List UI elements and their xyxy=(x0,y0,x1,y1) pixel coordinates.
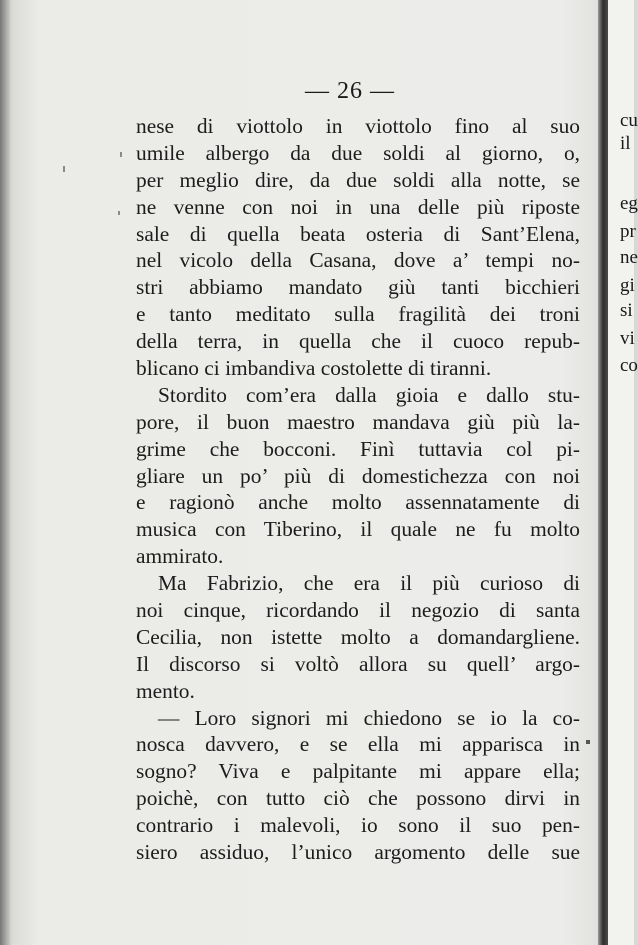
text-line: nel vicolo della Casana, dove a’ tempi no- xyxy=(136,248,580,273)
scan-speck xyxy=(586,740,590,744)
scan-speck xyxy=(120,152,122,157)
facing-page-strip xyxy=(608,0,638,945)
text-line: della terra, in quella che il cuoco repub- xyxy=(136,329,580,354)
text-line: ammirato. xyxy=(136,544,224,569)
text-line: e ragionò anche molto assennatamente di xyxy=(136,490,580,515)
facing-page-fragment: eg xyxy=(620,193,638,214)
text-line: Il discorso si voltò allora su quell’ argo- xyxy=(136,651,580,676)
text-line: ne venne con noi in una delle più riposte xyxy=(136,194,580,219)
text-line: umile albergo da due soldi al giorno, o, xyxy=(136,140,580,165)
text-line: sogno? Viva e palpitante mi appare ella; xyxy=(136,759,580,784)
text-line: pore, il buon maestro mandava giù più la- xyxy=(136,409,580,434)
text-line: poichè, con tutto ciò che possono dirvi in xyxy=(136,786,580,811)
facing-page-fragment: pr xyxy=(620,221,636,242)
text-line: Cecilia, non istette molto a domandargliene. xyxy=(136,624,580,649)
facing-page-fragment: cu xyxy=(620,110,638,131)
text-line: siero assiduo, l’unico argomento delle sue xyxy=(136,840,580,865)
text-line: nese di viottolo in viottolo fino al suo xyxy=(136,114,580,138)
text-line: stri abbiamo mandato giù tanti bicchieri xyxy=(136,275,580,300)
scan-speck xyxy=(118,211,120,215)
facing-page-fragment: gi xyxy=(620,275,635,296)
text-line: mento. xyxy=(136,678,195,703)
page-number: — 26 — xyxy=(305,78,395,104)
scan-speck xyxy=(63,166,65,172)
facing-page-fragment: si xyxy=(620,300,633,321)
text-line: sale di quella beata osteria di Sant’Elena, xyxy=(136,221,580,246)
text-line: noi cinque, ricordando il negozio di santa xyxy=(136,598,580,623)
text-line: blicano ci imbandiva costolette di tiranni. xyxy=(136,356,492,381)
page-left-edge xyxy=(0,0,10,945)
text-line: e tanto meditato sulla fragilità dei troni xyxy=(136,302,580,327)
facing-page-fragment: il xyxy=(620,133,631,154)
text-line: contrario i malevoli, io sono il suo pen- xyxy=(136,813,580,838)
text-line: Ma Fabrizio, che era il più curioso di xyxy=(158,571,580,596)
facing-page-fragment: vi xyxy=(620,328,635,349)
text-line: nosca davvero, e se ella mi apparisca in xyxy=(136,732,580,757)
text-line: grime che bocconi. Finì tuttavia col pi- xyxy=(136,436,580,461)
text-line: — Loro signori mi chiedono se io la co- xyxy=(158,705,580,730)
facing-page-fragment: ne xyxy=(620,247,638,268)
book-gutter xyxy=(598,0,608,945)
text-line: gliare un po’ più di domestichezza con noi xyxy=(136,463,580,488)
text-line: Stordito com’era dalla gioia e dallo stu- xyxy=(158,382,580,407)
facing-page-fragment: co xyxy=(620,355,638,376)
body-text xyxy=(136,113,580,866)
text-line: musica con Tiberino, il quale ne fu molto xyxy=(136,517,580,542)
text-line: per meglio dire, da due soldi alla notte, se xyxy=(136,167,580,192)
